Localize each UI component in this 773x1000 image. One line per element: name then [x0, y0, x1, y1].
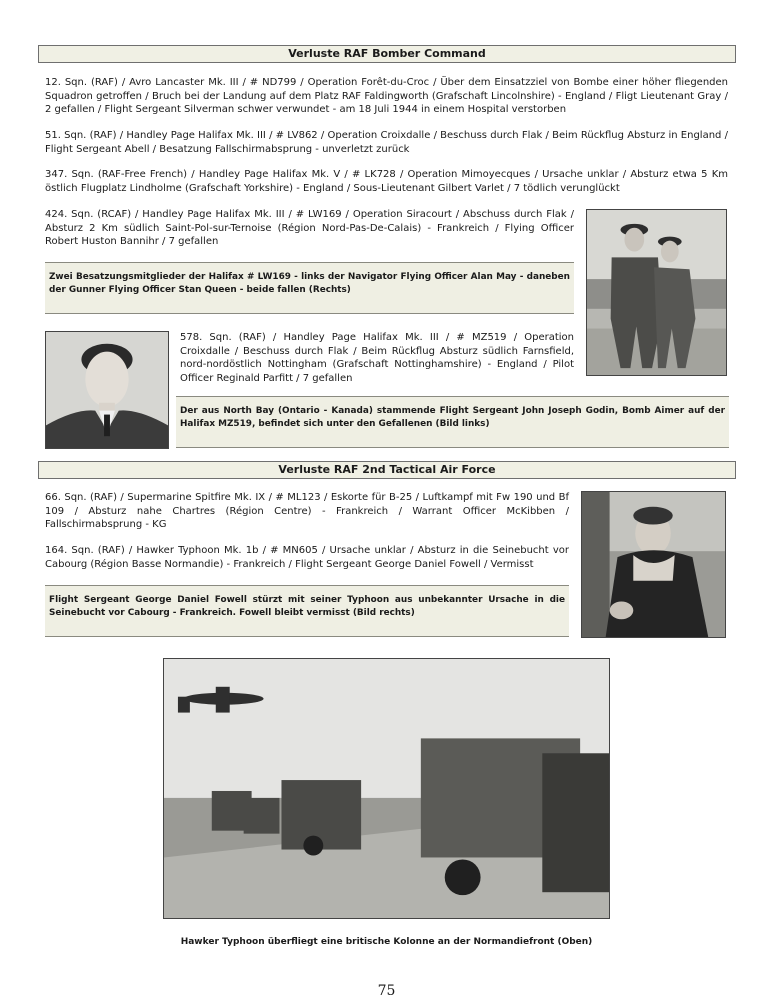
photo-fowell: [581, 491, 726, 638]
entry-347-sqn: 347. Sqn. (RAF-Free French) / Handley Page Halifax Mk. V / # LK728 / Operation Mimoyecques / Ursache unklar / Absturz etwa 5 Km östlich Flugplatz Lindholme (Grafschaft Yorkshire) - England / Sous-Lieutenant Gilbert Varlet / 7 tödlich verunglückt: [45, 169, 728, 194]
entry-578-sqn: 578. Sqn. (RAF) / Handley Page Halifax Mk. III / # MZ519 / Operation Croixdalle / Beschuss durch Flak / Beim Rückflug Absturz südlich Farnsfield, nord-nordöstlich Nottingham (Grafschaft Nottinghamshire) - England / Pilot Officer Reginald Parfitt / 7 gefallen: [180, 332, 574, 384]
entry-164-sqn: 164. Sqn. (RAF) / Hawker Typhoon Mk. 1b / # MN605 / Ursache unklar / Absturz in die Seinebucht vor Cabourg (Région Basse Normandie) - Frankreich / Flight Sergeant George Daniel Fowell / Vermisst: [45, 545, 569, 570]
entry-66-sqn: 66. Sqn. (RAF) / Supermarine Spitfire Mk. IX / # ML123 / Eskorte für B-25 / Luftkampf mit Fw 190 und Bf 109 / Absturz nahe Chartres (Région Centre) - Frankreich / Warrant Officer McKibben / Fallschirmabsprung - KG: [45, 492, 569, 531]
caption-typhoon: Hawker Typhoon überfliegt eine britische Kolonne an der Normandiefront (Oben): [180, 937, 593, 947]
page-number: 75: [377, 983, 396, 999]
entry-51-sqn: 51. Sqn. (RAF) / Handley Page Halifax Mk. III / # LV862 / Operation Croixdalle / Beschuss durch Flak / Beim Rückflug Absturz in England / Flight Sergeant Abell / Besatzung Fallschirmabsprung - unverletzt zurück: [45, 130, 728, 155]
section-header-2nd-taf: Verluste RAF 2nd Tactical Air Force: [38, 461, 736, 479]
photo-godin-portrait: [45, 331, 169, 449]
caption-fowell: Flight Sergeant George Daniel Fowell stürzt mit seiner Typhoon aus unbekannter Ursache in die Seinebucht vor Cabourg - Frankreich. Fowell bleibt vermisst (Bild rechts): [45, 585, 569, 637]
section-header-bomber-command: Verluste RAF Bomber Command: [38, 45, 736, 63]
caption-halifax-crew: Zwei Besatzungsmitglieder der Halifax # LW169 - links der Navigator Flying Officer Alan May - daneben der Gunner Flying Officer Stan Queen - beide fallen (Rechts): [45, 262, 574, 314]
entry-424-sqn: 424. Sqn. (RCAF) / Handley Page Halifax Mk. III / # LW169 / Operation Siracourt / Abschuss durch Flak / Absturz 2 Km südlich Saint-Pol-sur-Ternoise (Région Nord-Pas-De-Calais) - Frankreich / Flying Officer Robert Huston Bannihr / 7 gefallen: [45, 209, 574, 248]
caption-godin: Der aus North Bay (Ontario - Kanada) stammende Flight Sergeant John Joseph Godin, Bomb Aimer auf der Halifax MZ519, befindet sich unter den Gefallenen (Bild links): [176, 396, 729, 448]
photo-typhoon-convoy: [163, 658, 610, 919]
entry-12-sqn: 12. Sqn. (RAF) / Avro Lancaster Mk. III / # ND799 / Operation Forêt-du-Croc / Über dem Einsatzziel von Bombe einer höher fliegenden Squadron getroffen / Bruch bei der Landung auf dem Platz RAF Faldingworth (Grafschaft Lincolnshire) - England / Fligt Lieutenant Gray / 2 gefallen / Flight Sergeant Silverman schwer verwundet - am 18 Juli 1944 in einem Hospital verstorben: [45, 77, 728, 116]
photo-two-airmen: [586, 209, 727, 376]
